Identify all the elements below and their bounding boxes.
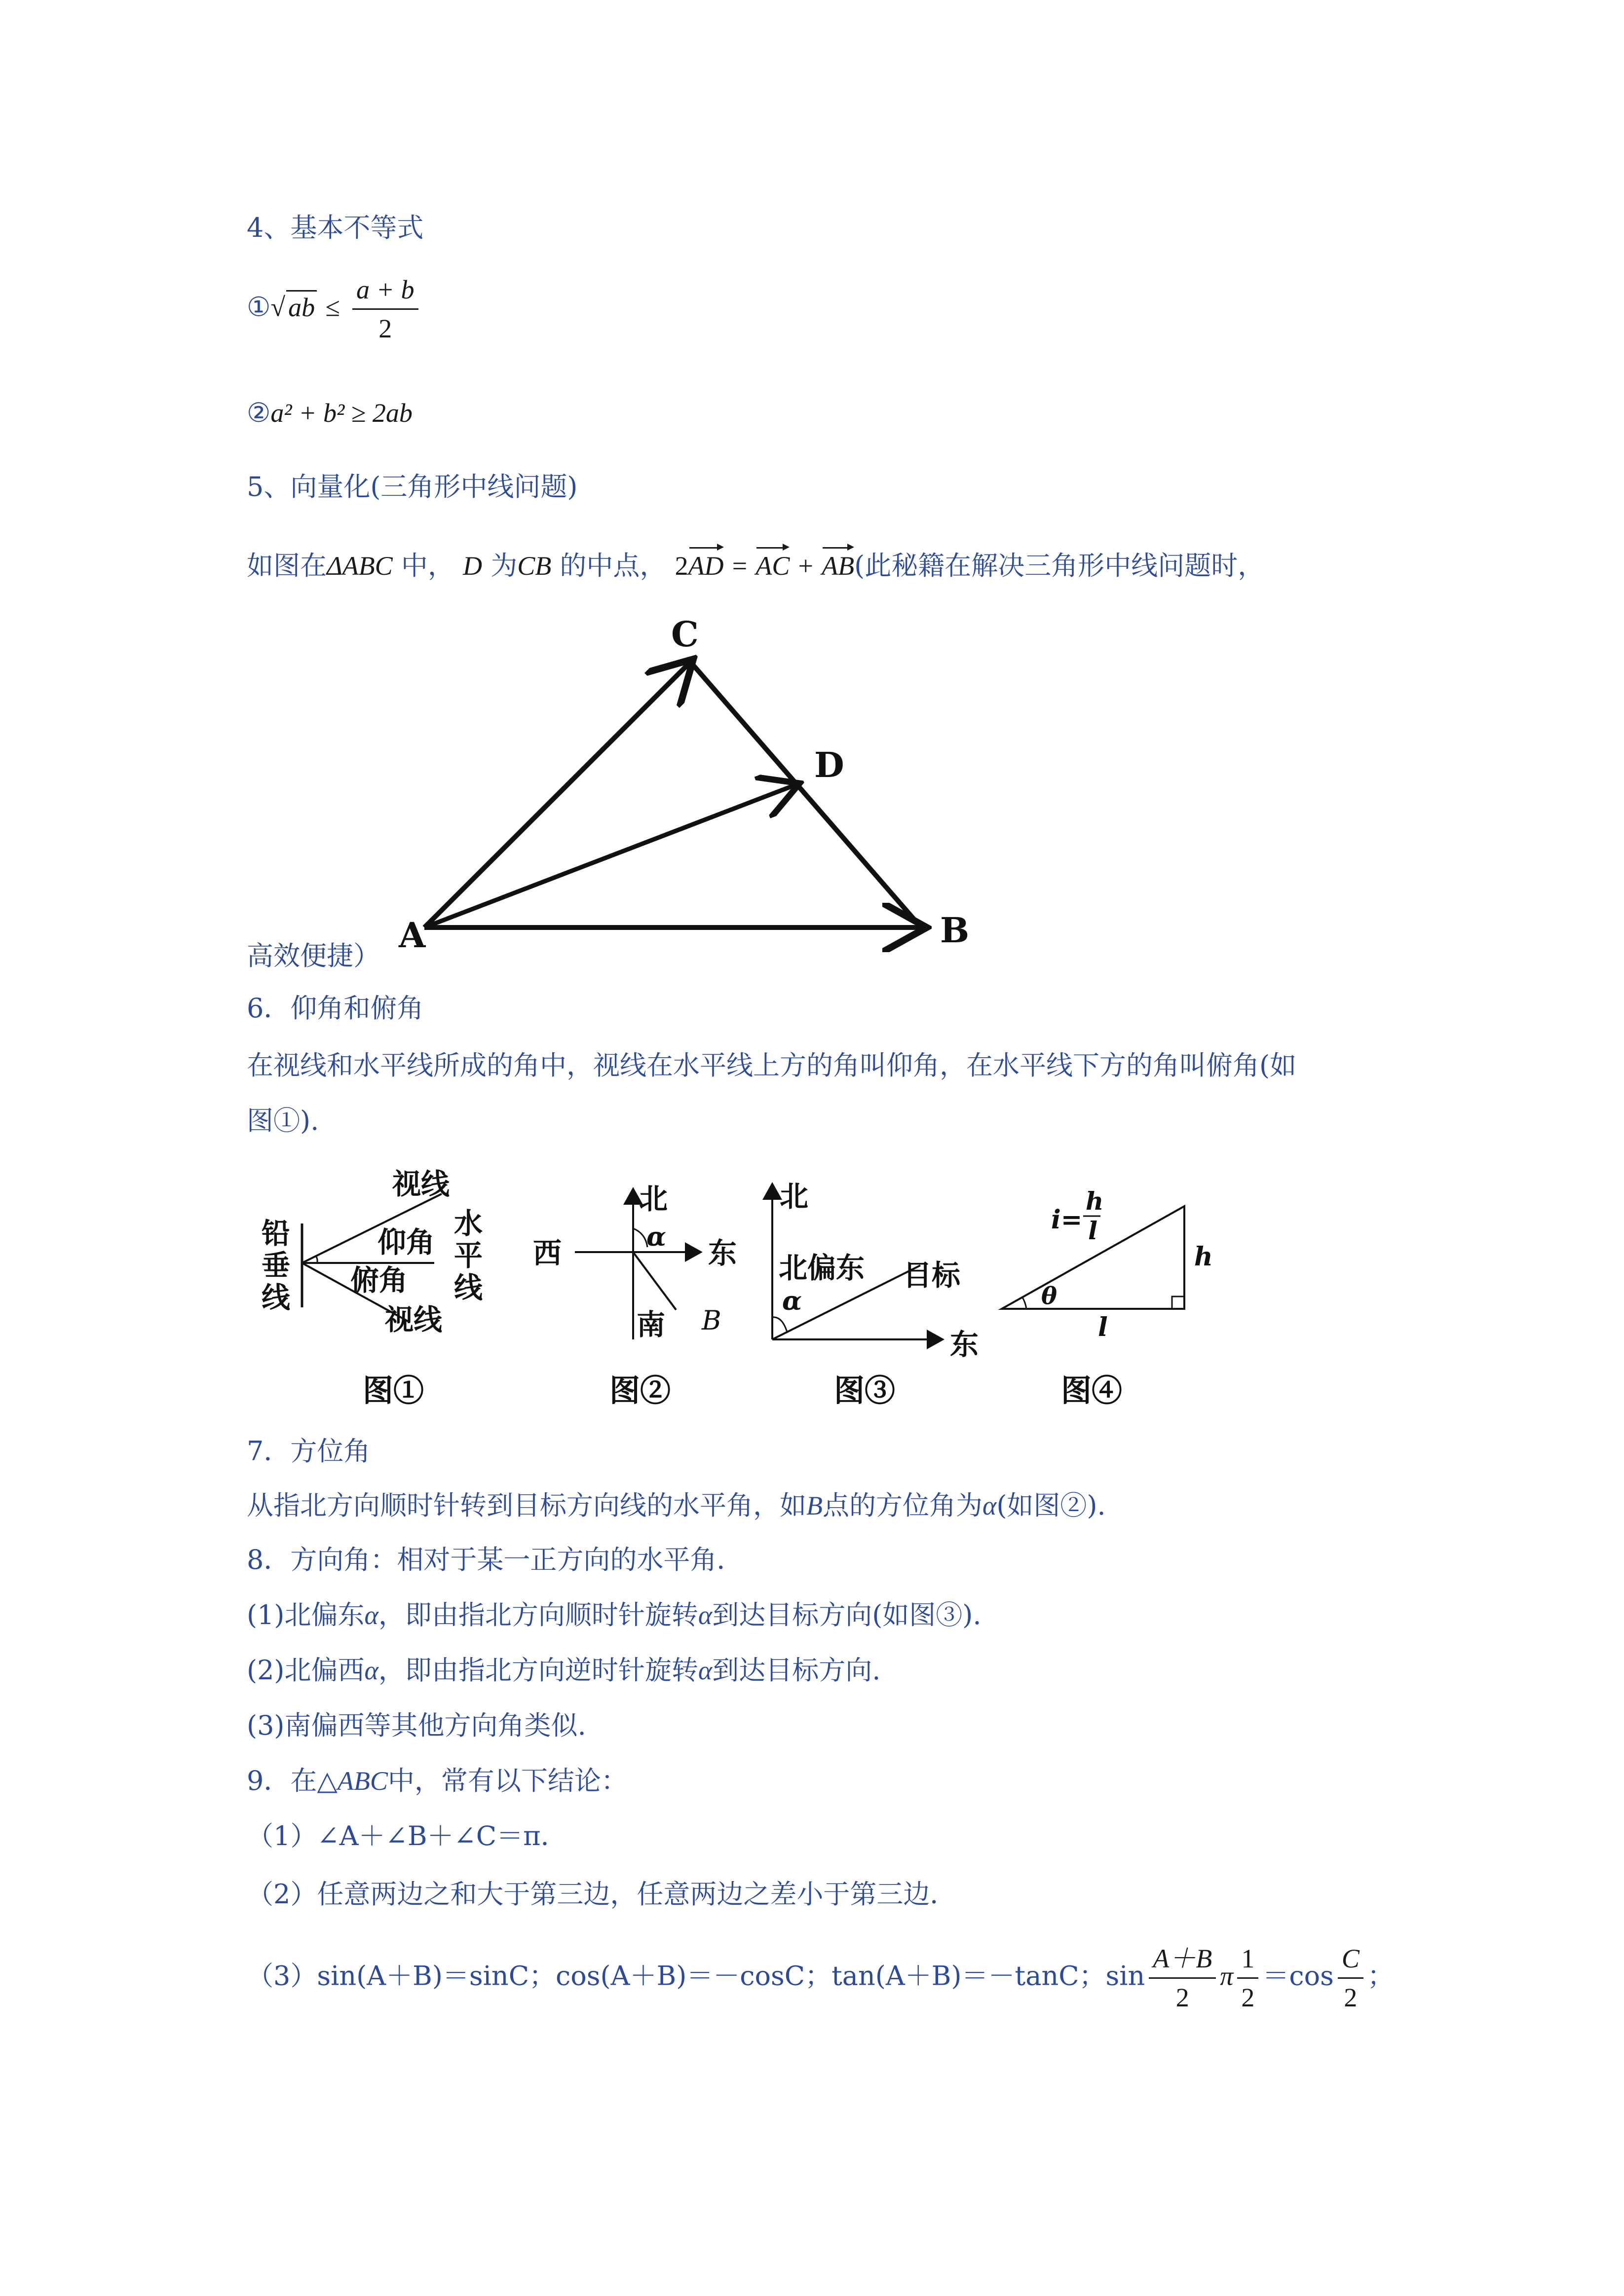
figure-3-direction xyxy=(772,1180,979,1408)
section-4-title: 4、基本不等式 xyxy=(247,212,424,243)
figure-1-elevation-depression xyxy=(262,1167,483,1408)
section-9-conclusion-1: （1）∠A＋∠B＋∠C＝π． xyxy=(247,1820,567,1852)
fig1-sight-top: 视线 xyxy=(392,1167,450,1201)
fig3-target: 目标 xyxy=(903,1259,961,1292)
fig1-plumb-1: 铅 xyxy=(262,1217,291,1250)
fig1-plumb-2: 垂 xyxy=(262,1249,291,1282)
fig4-i-eq: i= xyxy=(1051,1205,1083,1235)
vector-AD-arrow xyxy=(424,785,795,927)
vector-AB: AB xyxy=(822,551,855,581)
fig2-east: 东 xyxy=(708,1236,737,1270)
fig1-elevation-angle: 仰角 xyxy=(378,1225,435,1259)
fig2-south: 南 xyxy=(637,1308,666,1341)
triangle-figure xyxy=(375,607,997,972)
fig2-west: 西 xyxy=(533,1236,562,1270)
section-7-title: 7．方位角 xyxy=(247,1436,371,1467)
fig4-h-num: h xyxy=(1086,1186,1104,1216)
fig3-caption: 图③ xyxy=(834,1372,896,1408)
frac-1-over-2: $\frac{1}{2}$ xyxy=(1237,1943,1258,2013)
frac-A-plus-B-over-2: $\frac{A+B}{2}$ xyxy=(1149,1943,1216,2013)
fig1-horizontal-3: 线 xyxy=(454,1271,483,1304)
fraction-a-plus-b-over-2: $\frac{a + b}{2}$ xyxy=(352,274,418,344)
section-9-title: 9．在△ABC中，常有以下结论： xyxy=(247,1765,628,1796)
inequality-2-formula: a² + b² ≥ 2ab xyxy=(270,398,413,428)
fig2-north: 北 xyxy=(639,1182,668,1216)
figure-2-bearing xyxy=(533,1182,737,1408)
fig1-horizontal-1: 水 xyxy=(454,1207,483,1240)
fig4-l-den: l xyxy=(1088,1216,1097,1245)
vertex-label-A: A xyxy=(399,915,426,956)
segment-CB xyxy=(692,664,920,926)
section-5-paragraph: 如图在ΔABC 中， D 为CB 的中点， 2AD = AC + AB(此秘籍在解决三角形中线问题时， xyxy=(247,550,1265,581)
fig1-depression-angle: 俯角 xyxy=(350,1263,408,1297)
section-8-item-2: (2)北偏西α，即由指北方向逆时针旋转α到达目标方向. xyxy=(247,1655,881,1686)
section-6-title: 6．仰角和俯角 xyxy=(247,993,424,1024)
section-9-conclusion-2: （2）任意两边之和大于第三边，任意两边之差小于第三边． xyxy=(247,1879,957,1910)
leq-sign: ≤ xyxy=(325,292,340,322)
fig3-north: 北 xyxy=(780,1180,809,1213)
vertex-label-B: B xyxy=(940,910,970,951)
frac-C-over-2: $\frac{C}{2}$ xyxy=(1338,1943,1363,2013)
section-6-paragraph-line2: 图①). xyxy=(247,1105,319,1136)
section-9-conclusion-3: （3）sin(A＋B)＝sinC；cos(A＋B)＝－cosC；tan(A＋B)＝－tanC；sin $\frac{A+B}{2}$ π $\frac{1}{2}$ ＝cos $\frac{C}{2}$ ； xyxy=(247,1944,1394,2012)
vertex-label-C: C xyxy=(671,614,699,655)
fig2-point-b: B xyxy=(702,1305,721,1336)
fig2-caption: 图② xyxy=(609,1372,671,1408)
figure-4-slope xyxy=(1002,1186,1213,1408)
fig4-h: h xyxy=(1194,1242,1213,1272)
section-8-item-1: (1)北偏东α，即由指北方向顺时针旋转α到达目标方向(如图③). xyxy=(247,1599,982,1630)
section-8-title: 8．方向角：相对于某一正方向的水平角． xyxy=(247,1544,744,1575)
section-8-item-3: (3)南偏西等其他方向角类似. xyxy=(247,1710,586,1741)
fig3-alpha: α xyxy=(782,1286,802,1316)
item-mark-1: ① xyxy=(247,291,271,323)
fig4-theta: θ xyxy=(1041,1282,1057,1310)
fig3-east: 东 xyxy=(950,1328,979,1361)
fig4-caption: 图④ xyxy=(1061,1372,1123,1408)
section-7-paragraph: 从指北方向顺时针转到目标方向线的水平角，如B点的方位角为α(如图②). xyxy=(247,1490,1106,1521)
fig3-ne-label: 北偏东 xyxy=(779,1251,865,1285)
fig2-alpha: α xyxy=(646,1222,667,1252)
fig1-horizontal-2: 平 xyxy=(454,1239,483,1272)
fig1-caption: 图① xyxy=(363,1372,424,1408)
fig4-l: l xyxy=(1098,1312,1108,1342)
sqrt-argument: ab xyxy=(286,290,317,323)
inequality-2 xyxy=(247,397,413,429)
fig1-plumb-3: 线 xyxy=(262,1281,291,1314)
section-5-title: 5、向量化(三角形中线问题) xyxy=(247,471,578,502)
vector-AC-arrow xyxy=(424,663,690,927)
fig1-sight-bottom: 视线 xyxy=(385,1303,443,1336)
vector-AD: AD xyxy=(688,551,724,581)
vertex-label-D: D xyxy=(814,744,844,785)
angle-figures xyxy=(247,1159,1234,1416)
section-6-paragraph-line1: 在视线和水平线所成的角中，视线在水平线上方的角叫仰角，在水平线下方的角叫俯角(如 xyxy=(247,1050,1297,1081)
inequality-1: ①√ ab ≤ $\frac{a + b}{2}$ xyxy=(247,274,422,344)
item-mark-2: ② xyxy=(247,397,271,428)
vector-AC: AC xyxy=(755,551,790,581)
section-5-paragraph-end: 高效便捷） xyxy=(247,940,380,971)
